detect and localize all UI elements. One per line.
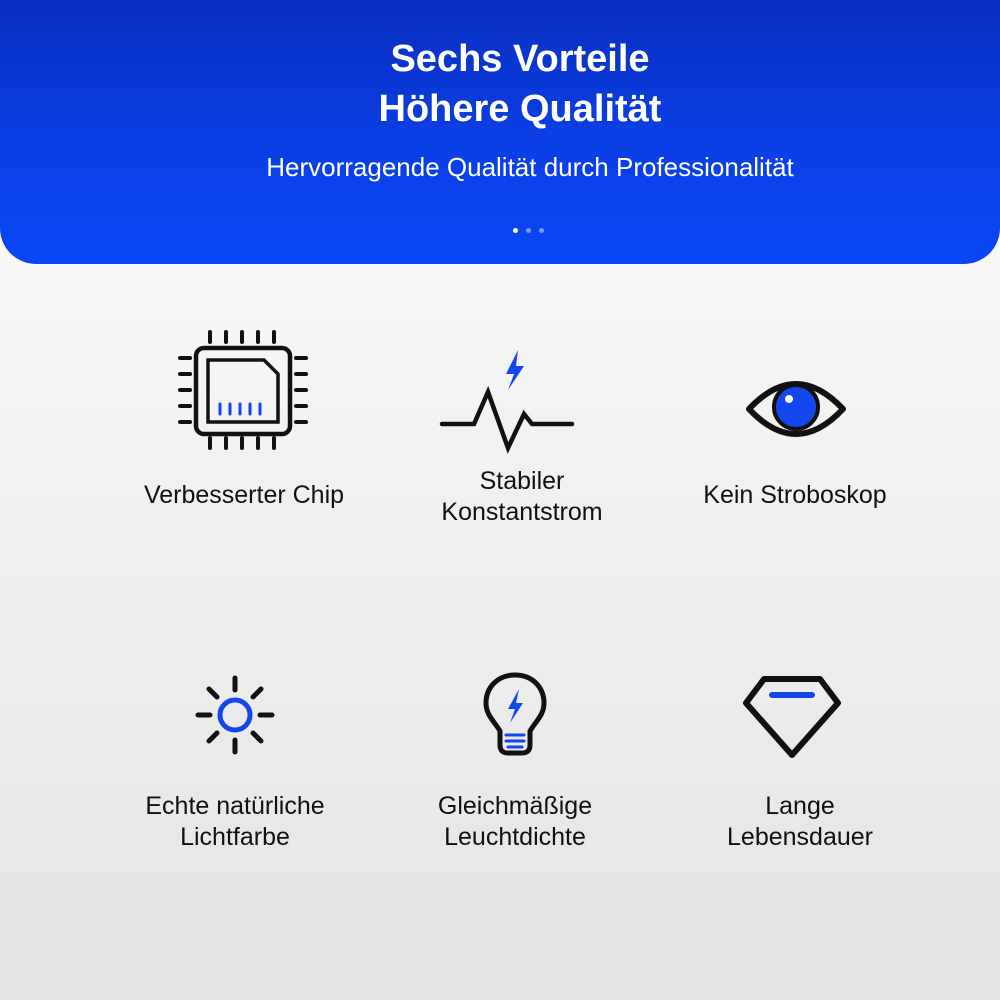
- page-title-line2: Höhere Qualität: [378, 88, 662, 130]
- lightbulb-icon: [480, 669, 550, 761]
- carousel-dot-1[interactable]: [513, 228, 518, 233]
- feature-label: Verbesserter Chip: [143, 481, 345, 509]
- feature-uniform-luminance: [365, 665, 665, 885]
- feature-constant-current: [372, 320, 672, 540]
- carousel-dot-3[interactable]: [539, 228, 544, 233]
- feature-no-strobe: [645, 320, 945, 540]
- feature-label: Gleichmäßige Leuchtdichte: [437, 792, 593, 851]
- page-title-line1: Sechs Vorteile: [390, 38, 650, 80]
- lightning-pulse-icon: [438, 340, 588, 460]
- chip-icon: [174, 320, 314, 460]
- feature-natural-light: [85, 665, 385, 885]
- feature-label: Lange Lebensdauer: [727, 792, 873, 851]
- page-subtitle: Hervorragende Qualität durch Professionalität: [266, 152, 794, 182]
- feature-label: Echte natürliche Lichtfarbe: [145, 792, 325, 851]
- feature-chip: [94, 320, 394, 540]
- header-banner: [0, 0, 1000, 264]
- carousel-indicator[interactable]: [513, 228, 544, 233]
- eye-icon: [741, 364, 851, 454]
- sun-icon: [190, 670, 280, 760]
- feature-label: Stabiler Konstantstrom: [441, 467, 603, 526]
- carousel-dot-2[interactable]: [526, 228, 531, 233]
- diamond-icon: [742, 673, 842, 763]
- feature-label: Kein Stroboskop: [703, 481, 887, 509]
- feature-long-life: [650, 665, 950, 885]
